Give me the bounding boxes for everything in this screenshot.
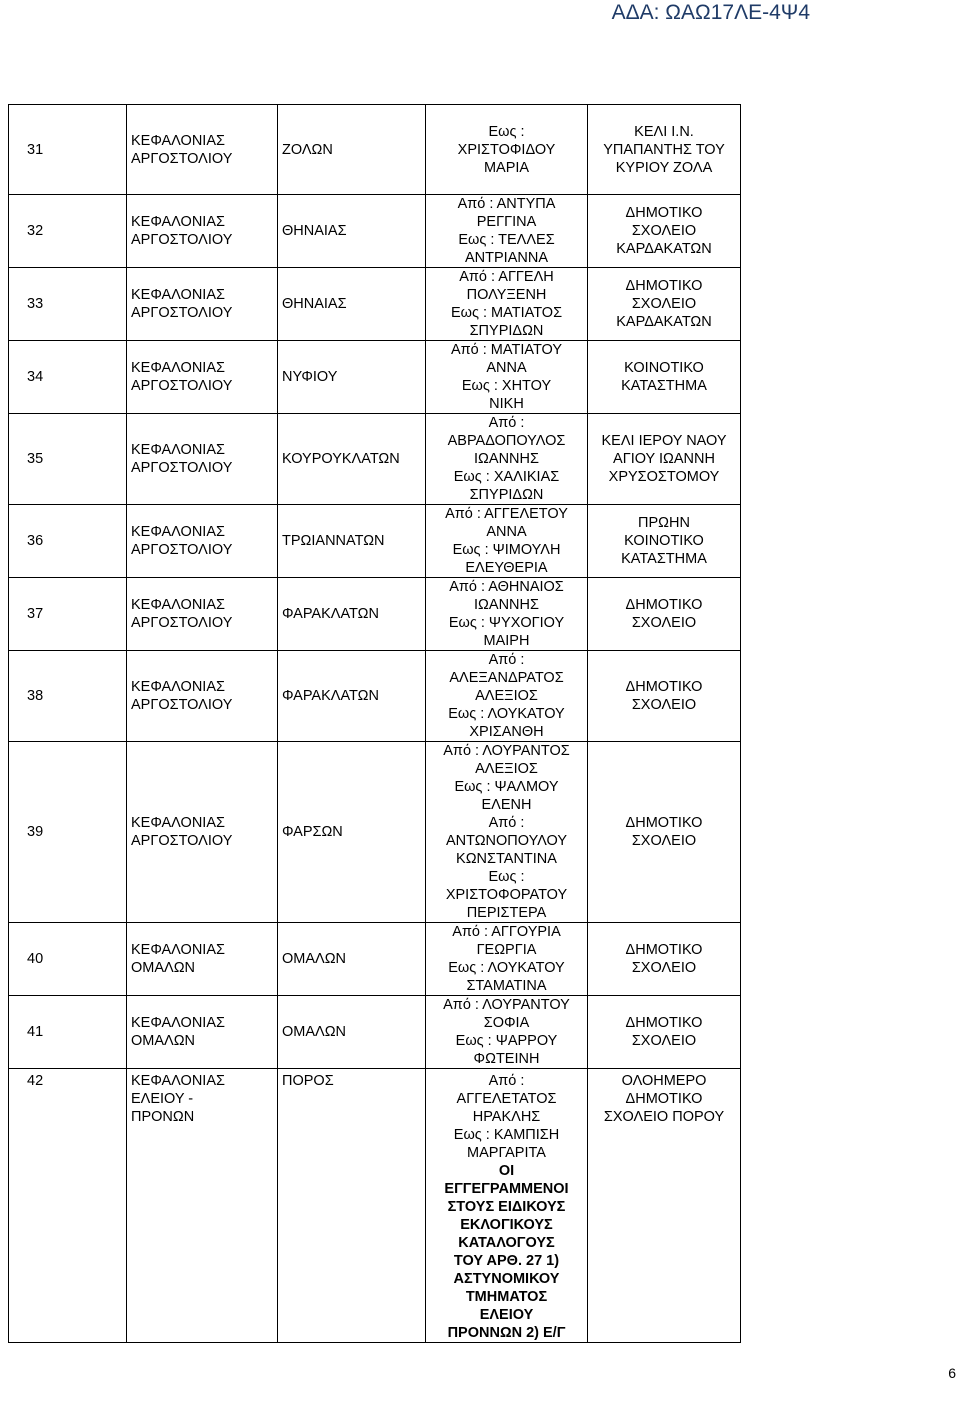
- range-note: ΟΙ ΕΓΓΕΓΡΑΜΜΕΝΟΙ ΣΤΟΥΣ ΕΙΔΙΚΟΥΣ ΕΚΛΟΓΙΚΟΥΣ ΚΑΤΑΛΟΓΟΥΣ ΤΟΥ ΑΡΘ. 27 1) ΑΣΤΥΝΟΜΙΚΟΥ ΤΜΗΜΑΤΟΣ ΕΛΕΙΟΥ ΠΡΟΝΝΩΝ 2) Ε/Γ: [444, 1163, 569, 1341]
- table-row: [9, 268, 741, 341]
- row-number: 36: [9, 505, 127, 578]
- community-cell: ΚΟΥΡΟΥΚΛΑΤΩΝ: [278, 414, 426, 505]
- community-cell: ΟΜΑΛΩΝ: [278, 923, 426, 996]
- location-cell: ΚΕΛΙ ΙΕΡΟΥ ΝΑΟΥ ΑΓΙΟΥ ΙΩΑΝΝΗ ΧΡΥΣΟΣΤΟΜΟΥ: [588, 414, 741, 505]
- table-row: [9, 578, 741, 651]
- community-cell: ΦΑΡΑΚΛΑΤΩΝ: [278, 651, 426, 742]
- location-cell: ΟΛΟΗΜΕΡΟ ΔΗΜΟΤΙΚΟ ΣΧΟΛΕΙΟ ΠΟΡΟΥ: [588, 1069, 741, 1343]
- location-cell: ΔΗΜΟΤΙΚΟ ΣΧΟΛΕΙΟ ΚΑΡΔΑΚΑΤΩΝ: [588, 268, 741, 341]
- community-cell: ΖΟΛΩΝ: [278, 105, 426, 195]
- table-row: [9, 651, 741, 742]
- row-number: 33: [9, 268, 127, 341]
- location-cell: ΚΟΙΝΟΤΙΚΟ ΚΑΤΑΣΤΗΜΑ: [588, 341, 741, 414]
- row-number: 42: [9, 1069, 127, 1343]
- table-row: [9, 105, 741, 195]
- range-cell: Από : ΛΟΥΡΑΝΤΟΥ ΣΟΦΙΑ Εως : ΨΑΡΡΟΥ ΦΩΤΕΙΝΗ: [426, 996, 588, 1069]
- table-row: [9, 341, 741, 414]
- region-cell: ΚΕΦΑΛΟΝΙΑΣ ΑΡΓΟΣΤΟΛΙΟΥ: [127, 195, 278, 268]
- row-number: 32: [9, 195, 127, 268]
- community-cell: ΤΡΩΙΑΝΝΑΤΩΝ: [278, 505, 426, 578]
- region-cell: ΚΕΦΑΛΟΝΙΑΣ ΑΡΓΟΣΤΟΛΙΟΥ: [127, 105, 278, 195]
- range-cell: Από : ΑΒΡΑΔΟΠΟΥΛΟΣ ΙΩΑΝΝΗΣ Εως : ΧΑΛΙΚΙΑΣ ΣΠΥΡΙΔΩΝ: [426, 414, 588, 505]
- location-cell: ΔΗΜΟΤΙΚΟ ΣΧΟΛΕΙΟ: [588, 578, 741, 651]
- community-cell: ΟΜΑΛΩΝ: [278, 996, 426, 1069]
- table-row: [9, 505, 741, 578]
- location-cell: ΚΕΛΙ Ι.Ν. ΥΠΑΠΑΝΤΗΣ ΤΟΥ ΚΥΡΙΟΥ ΖΟΛΑ: [588, 105, 741, 195]
- row-number: 41: [9, 996, 127, 1069]
- community-cell: ΠΟΡΟΣ: [278, 1069, 426, 1343]
- row-number: 38: [9, 651, 127, 742]
- row-number: 37: [9, 578, 127, 651]
- location-cell: ΔΗΜΟΤΙΚΟ ΣΧΟΛΕΙΟ ΚΑΡΔΑΚΑΤΩΝ: [588, 195, 741, 268]
- page-number: 6: [948, 1365, 956, 1381]
- table-row: [9, 996, 741, 1069]
- row-number: 35: [9, 414, 127, 505]
- location-cell: ΔΗΜΟΤΙΚΟ ΣΧΟΛΕΙΟ: [588, 923, 741, 996]
- location-cell: ΔΗΜΟΤΙΚΟ ΣΧΟΛΕΙΟ: [588, 996, 741, 1069]
- table-row: [9, 195, 741, 268]
- range-cell: Από : ΑΛΕΞΑΝΔΡΑΤΟΣ ΑΛΕΞΙΟΣ Εως : ΛΟΥΚΑΤΟΥ ΧΡΙΣΑΝΘΗ: [426, 651, 588, 742]
- row-number: 40: [9, 923, 127, 996]
- community-cell: ΘΗΝΑΙΑΣ: [278, 195, 426, 268]
- table-row: [9, 414, 741, 505]
- table-row: [9, 1069, 741, 1343]
- location-cell: ΔΗΜΟΤΙΚΟ ΣΧΟΛΕΙΟ: [588, 742, 741, 923]
- region-cell: ΚΕΦΑΛΟΝΙΑΣ ΑΡΓΟΣΤΟΛΙΟΥ: [127, 578, 278, 651]
- range-cell: Από : ΑΝΤΥΠΑ ΡΕΓΓΙΝΑ Εως : ΤΕΛΛΕΣ ΑΝΤΡΙΑΝΝΑ: [426, 195, 588, 268]
- range-cell: Από : ΑΓΓΕΛΕΤΟΥ ΑΝΝΑ Εως : ΨΙΜΟΥΛΗ ΕΛΕΥΘΕΡΙΑ: [426, 505, 588, 578]
- range-text: Από : ΑΓΓΕΛΕΤΑΤΟΣ ΗΡΑΚΛΗΣ Εως : ΚΑΜΠΙΣΗ ΜΑΡΓΑΡΙΤΑ: [453, 1073, 560, 1161]
- range-cell: Εως : ΧΡΙΣΤΟΦΙΔΟΥ ΜΑΡΙΑ: [426, 105, 588, 195]
- range-cell: Από : ΛΟΥΡΑΝΤΟΣ ΑΛΕΞΙΟΣ Εως : ΨΑΛΜΟΥ ΕΛΕΝΗ Από : ΑΝΤΩΝΟΠΟΥΛΟΥ ΚΩΝΣΤΑΝΤΙΝΑ Εως : ΧΡΙΣΤΟΦΟΡΑΤΟΥ ΠΕΡΙΣΤΕΡΑ: [426, 742, 588, 923]
- region-cell: ΚΕΦΑΛΟΝΙΑΣ ΑΡΓΟΣΤΟΛΙΟΥ: [127, 268, 278, 341]
- community-cell: ΘΗΝΑΙΑΣ: [278, 268, 426, 341]
- range-cell: [426, 1069, 588, 1343]
- region-cell: ΚΕΦΑΛΟΝΙΑΣ ΑΡΓΟΣΤΟΛΙΟΥ: [127, 742, 278, 923]
- community-cell: ΝΥΦΙΟΥ: [278, 341, 426, 414]
- range-cell: Από : ΜΑΤΙΑΤΟΥ ΑΝΝΑ Εως : ΧΗΤΟΥ ΝΙΚΗ: [426, 341, 588, 414]
- table-row: [9, 923, 741, 996]
- table-row: [9, 742, 741, 923]
- location-cell: ΔΗΜΟΤΙΚΟ ΣΧΟΛΕΙΟ: [588, 651, 741, 742]
- region-cell: ΚΕΦΑΛΟΝΙΑΣ ΑΡΓΟΣΤΟΛΙΟΥ: [127, 505, 278, 578]
- community-cell: ΦΑΡΑΚΛΑΤΩΝ: [278, 578, 426, 651]
- region-cell: ΚΕΦΑΛΟΝΙΑΣ ΑΡΓΟΣΤΟΛΙΟΥ: [127, 651, 278, 742]
- range-cell: Από : ΑΓΓΟΥΡΙΑ ΓΕΩΡΓΙΑ Εως : ΛΟΥΚΑΤΟΥ ΣΤΑΜΑΤΙΝΑ: [426, 923, 588, 996]
- region-cell: ΚΕΦΑΛΟΝΙΑΣ ΟΜΑΛΩΝ: [127, 923, 278, 996]
- region-cell: ΚΕΦΑΛΟΝΙΑΣ ΟΜΑΛΩΝ: [127, 996, 278, 1069]
- region-cell: ΚΕΦΑΛΟΝΙΑΣ ΕΛΕΙΟΥ - ΠΡΟΝΩΝ: [127, 1069, 278, 1343]
- row-number: 31: [9, 105, 127, 195]
- row-number: 34: [9, 341, 127, 414]
- region-cell: ΚΕΦΑΛΟΝΙΑΣ ΑΡΓΟΣΤΟΛΙΟΥ: [127, 414, 278, 505]
- community-cell: ΦΑΡΣΩΝ: [278, 742, 426, 923]
- document-code: ΑΔΑ: ΩΑΩ17ΛΕ-4Ψ4: [611, 1, 810, 24]
- range-cell: Από : ΑΘΗΝΑΙΟΣ ΙΩΑΝΝΗΣ Εως : ΨΥΧΟΓΙΟΥ ΜΑΙΡΗ: [426, 578, 588, 651]
- polling-stations-table: [8, 104, 741, 1343]
- region-cell: ΚΕΦΑΛΟΝΙΑΣ ΑΡΓΟΣΤΟΛΙΟΥ: [127, 341, 278, 414]
- range-cell: Από : ΑΓΓΕΛΗ ΠΟΛΥΞΕΝΗ Εως : ΜΑΤΙΑΤΟΣ ΣΠΥΡΙΔΩΝ: [426, 268, 588, 341]
- row-number: 39: [9, 742, 127, 923]
- location-cell: ΠΡΩΗΝ ΚΟΙΝΟΤΙΚΟ ΚΑΤΑΣΤΗΜΑ: [588, 505, 741, 578]
